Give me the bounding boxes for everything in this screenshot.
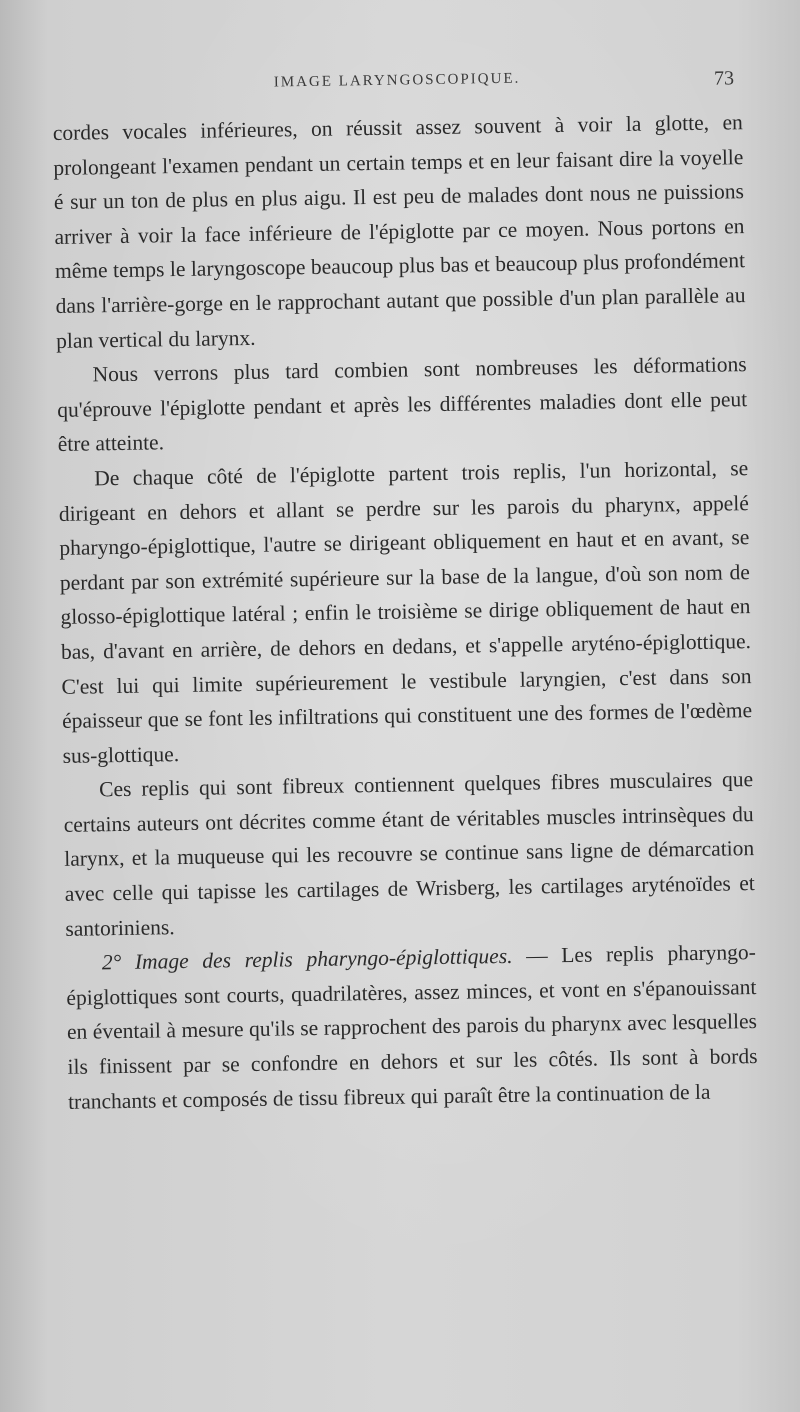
paragraph-1: cordes vocales inférieures, on réussit assez souvent à voir la glotte, en prolongeant l'examen pendant un certain temps et en leur faisant dire la voyelle é sur un ton de plus en plus aigu. Il est peu de malades dont nous ne puissions arriver à voir la face inférieure de l'épiglotte par ce moyen. Nous portons en même temps le laryngoscope beaucoup plus bas et beaucoup plus profondément dans l'arrière-gorge en le rapprochant autant que possible d'un plan parallèle au plan vertical du larynx. [52,110,746,353]
running-title: IMAGE LARYNGOSCOPIQUE. [273,70,521,91]
page-text-block [52,67,758,1119]
paragraph-3: De chaque côté de l'épiglotte partent trois replis, l'un horizontal, se dirigeant en dehors et allant se perdre sur les parois du pharynx, appelé pharyngo-épiglottique, l'autre se dirigeant obliquement en haut et en avant, se perdant par son extrémité supérieure sur la base de la langue, d'où son nom de glosso-épiglottique latéral ; enfin le troisième se dirige obliquement de haut en bas, d'avant en arrière, de dehors en dedans, et s'appelle aryténo-épiglottique. C'est lui qui limite supérieurement le vestibule laryngien, c'est dans son épaisseur que se font les infiltrations qui constituent une des formes de l'œdème sus-glottique. [58,456,753,768]
page-number: 73 [713,67,735,90]
paragraph-4: Ces replis qui sont fibreux contiennent quelques fibres musculaires que certains auteurs ont décrites comme étant de véritables muscles intrinsèques du larynx, et la muqueuse qui les recouvre se continue sans ligne de démarcation avec celle qui tapisse les cartilages de Wrisberg, les cartilages aryténoïdes et santoriniens. [63,767,755,941]
paragraph-5 [66,935,759,1119]
section-heading: 2° Image des replis pharyngo-épiglottiques. [101,944,513,975]
paragraph-2: Nous verrons plus tard combien sont nombreuses les déformations qu'éprouve l'épiglotte pendant et après les différentes maladies dont elle peut être atteinte. [57,352,748,457]
running-head [52,67,742,110]
paragraph-5-text: — Les replis pharyngo-épiglottiques sont courts, quadrilatères, assez minces, et vont en s'épanouissant en éventail à mesure qu'ils se rapprochent des parois du pharynx avec lesquelles ils finissent par se confondre en dehors et sur les côtés. Ils sont à bords tranchants et composés de tissu fibreux qui paraît être la continuation de la [66,940,758,1114]
